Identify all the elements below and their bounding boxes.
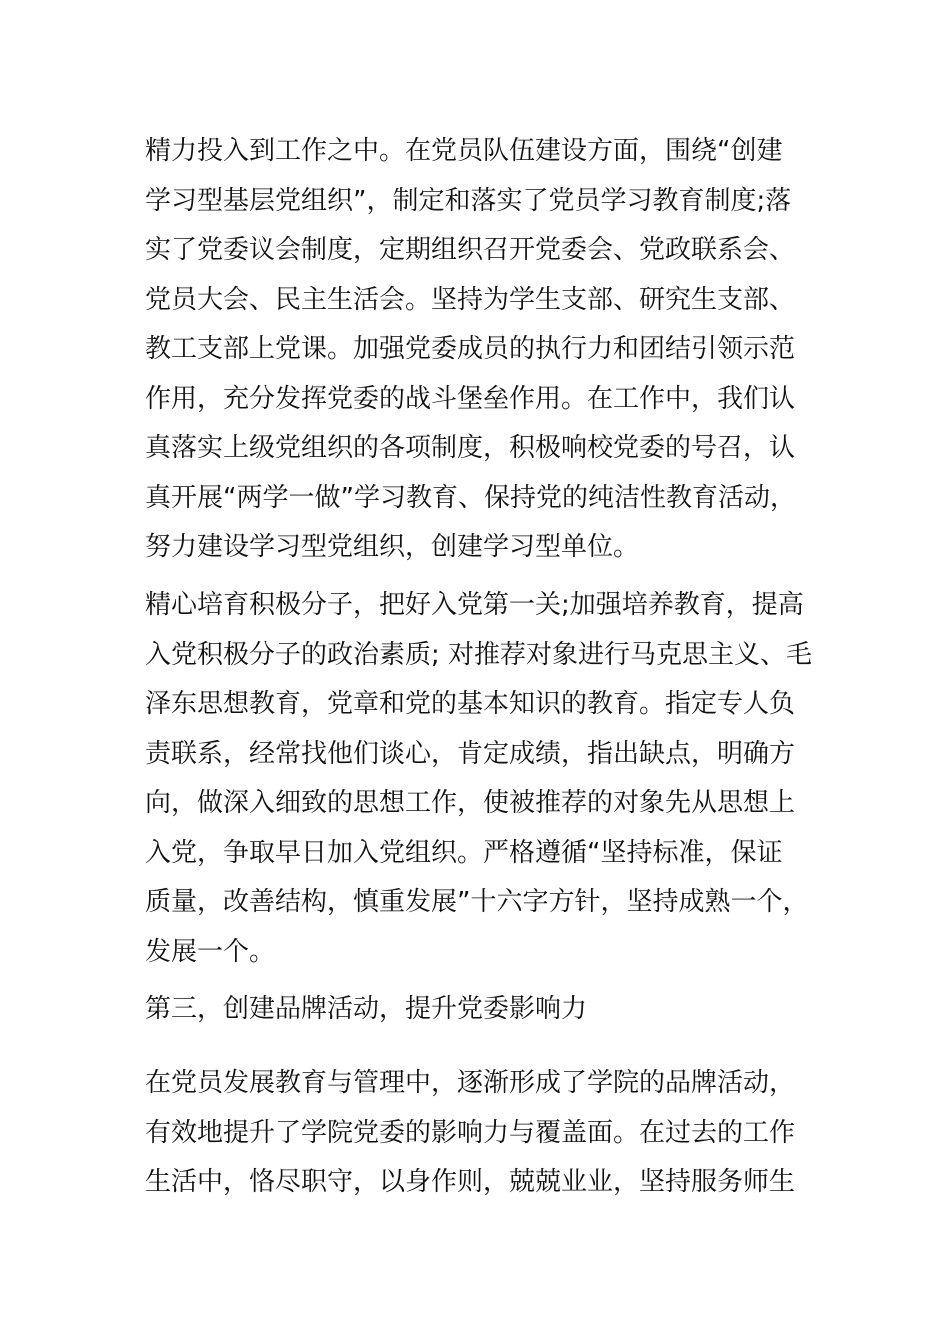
text-line: 泽东思想教育，党章和党的基本知识的教育。指定专人负: [145, 689, 796, 719]
text-line: 入党积极分子的政治素质; 对推荐对象进行马克思主义、毛: [145, 640, 813, 670]
text-line: 发展一个。: [145, 937, 276, 967]
text-line: 真开展“两学一做”学习教育、保持党的纯洁性教育活动，: [145, 483, 796, 513]
text-line: 教工支部上党课。加强党委成员的执行力和团结引领示范: [145, 334, 796, 364]
text-line: 真落实上级党组织的各项制度，积极响校党委的号召，认: [145, 433, 796, 463]
text-line: 生活中，恪尽职守，以身作则，兢兢业业，坚持服务师生: [145, 1167, 796, 1197]
text-line: 质量，改善结构，慎重发展”十六字方针，坚持成熟一个，: [145, 887, 809, 917]
text-line: 在党员发展教育与管理中，逐渐形成了学院的品牌活动，: [145, 1068, 796, 1098]
heading-line: 第三，创建品牌活动，提升党委影响力: [145, 994, 588, 1024]
text-line: 实了党委议会制度，定期组织召开党委会、党政联系会、: [145, 235, 796, 265]
text-line: 学习型基层党组织”，制定和落实了党员学习教育制度;落: [145, 186, 792, 216]
text-line: 向，做深入细致的思想工作，使被推荐的对象先从思想上: [145, 788, 796, 818]
text-line: 作用，充分发挥党委的战斗堡垒作用。在工作中，我们认: [145, 384, 796, 414]
text-line: 有效地提升了学院党委的影响力与覆盖面。在过去的工作: [145, 1118, 796, 1148]
text-line: 责联系，经常找他们谈心，肯定成绩，指出缺点，明确方: [145, 739, 796, 769]
text-line: 党员大会、民主生活会。坚持为学生支部、研究生支部、: [145, 285, 796, 315]
text-line: 精力投入到工作之中。在党员队伍建设方面，围绕“创建: [145, 136, 783, 166]
text-line: 入党，争取早日加入党组织。严格遵循“坚持标准，保证: [145, 838, 783, 868]
text-line: 努力建设学习型党组织，创建学习型单位。: [145, 532, 640, 562]
text-line: 精心培育积极分子，把好入党第一关;加强培养教育，提高: [145, 590, 804, 620]
